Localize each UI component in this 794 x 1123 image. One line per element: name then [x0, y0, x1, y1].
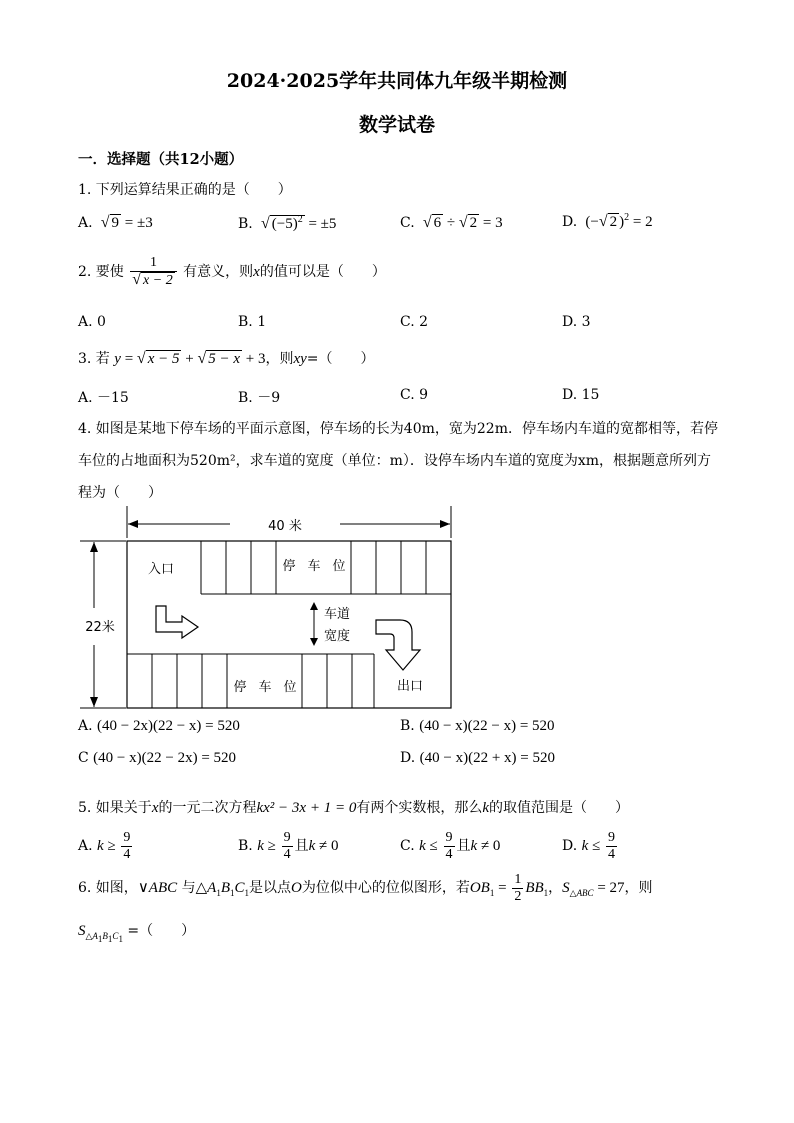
- q3-option-b: B. －9: [238, 390, 281, 406]
- q5-option-c: C. k ≤ $\frac{9}{4}$ 且k ≠ 0: [400, 830, 501, 862]
- q4-option-b: B. (40 − x)(22 − x) = 520: [400, 718, 555, 734]
- q4-option-a: A. (40 − 2x)(22 − x) = 520: [78, 718, 240, 734]
- q1-option-a: A. √ 9 = ±3: [78, 214, 153, 231]
- entrance-label: 入口: [147, 562, 175, 577]
- exit-label: 出口: [396, 679, 424, 694]
- q2-option-c: C. 2: [400, 314, 429, 330]
- lane-label-2: 宽度: [323, 629, 351, 644]
- question-1-stem: 1. 下列运算结果正确的是（ ）: [78, 182, 292, 198]
- section-heading: 一．选择题（共12小题）: [78, 151, 244, 168]
- question-4-line-1: 4. 如图是某地下停车场的平面示意图，停车场的长为40m，宽为22m．停车场内车道的宽都相等，若停: [78, 421, 718, 437]
- q5-option-a: A. k ≥ $\frac{9}{4}$: [78, 830, 131, 862]
- park-bottom-1: 停: [233, 680, 247, 695]
- question-5-stem: 5. 如果关于x的一元二次方程kx² − 3x + 1 = 0有两个实数根，那么k的取值范围是（ ）: [78, 800, 629, 816]
- q3-option-d: D. 15: [562, 387, 600, 403]
- q2-option-b: B. 1: [238, 314, 267, 330]
- height-label: 22米: [85, 620, 115, 635]
- park-top-2: 车: [307, 559, 321, 574]
- park-bottom-3: 位: [283, 680, 297, 695]
- exam-subtitle: 数学试卷: [358, 114, 435, 136]
- q3-option-c: C. 9: [400, 387, 429, 403]
- park-bottom-2: 车: [258, 680, 272, 695]
- q5-option-b: B. k ≥ $\frac{9}{4}$ 且k ≠ 0: [238, 830, 339, 862]
- width-label: 40 米: [268, 519, 302, 534]
- question-4-line-2: 车位的占地面积为520m²，求车道的宽度（单位：m）．设停车场内车道的宽度为xm，根据题意所列方: [78, 453, 712, 469]
- q3-option-a: A. －15: [78, 390, 129, 406]
- lane-label-1: 车道: [323, 607, 351, 622]
- q5-option-d: D. k ≤ $\frac{9}{4}$: [562, 830, 616, 862]
- q4-option-c: C (40 − x)(22 − 2x) = 520: [78, 750, 237, 766]
- q1-option-b: B. √ $(-5)^2 = \pm 5$: [238, 214, 337, 232]
- q2-option-a: A. 0: [78, 314, 106, 330]
- park-top-3: 位: [332, 559, 346, 574]
- q1-option-c: C. √ 6 ÷ √ 2 = 3: [400, 214, 503, 231]
- exam-title: 2024·2025学年共同体九年级半期检测: [226, 70, 568, 92]
- q4-option-d: D. (40 − x)(22 + x) = 520: [400, 750, 555, 766]
- question-6-stem: 6. 如图，∨ABC 与$\triangle A_1B_1C_1$是以点O为位似中心的位似图形，若$OB_1$ = $\frac{1}{2}$ $BB_1$，$S_{\triangle ABC} = 27$，则: [78, 872, 653, 904]
- question-6-line-2: $S_{\triangle A_1B_1C_1}$ =（ ）: [78, 923, 196, 944]
- question-3-stem: 3. 若 y = √ x − 5 + √ 5 − x + 3，则xy=（ ）: [78, 350, 375, 367]
- park-top-1: 停: [282, 559, 296, 574]
- question-2-stem: 2. 要使 $\frac{1}{√ x - 2}$ 有意义，则x的值可以是（ ）: [78, 255, 386, 288]
- q1-option-d: D. (−√ 2 )$^2$ = 2: [562, 212, 653, 230]
- question-4-line-3: 程为（ ）: [78, 485, 162, 501]
- q2-option-d: D. 3: [562, 314, 591, 330]
- parking-lot-figure: [70, 500, 470, 715]
